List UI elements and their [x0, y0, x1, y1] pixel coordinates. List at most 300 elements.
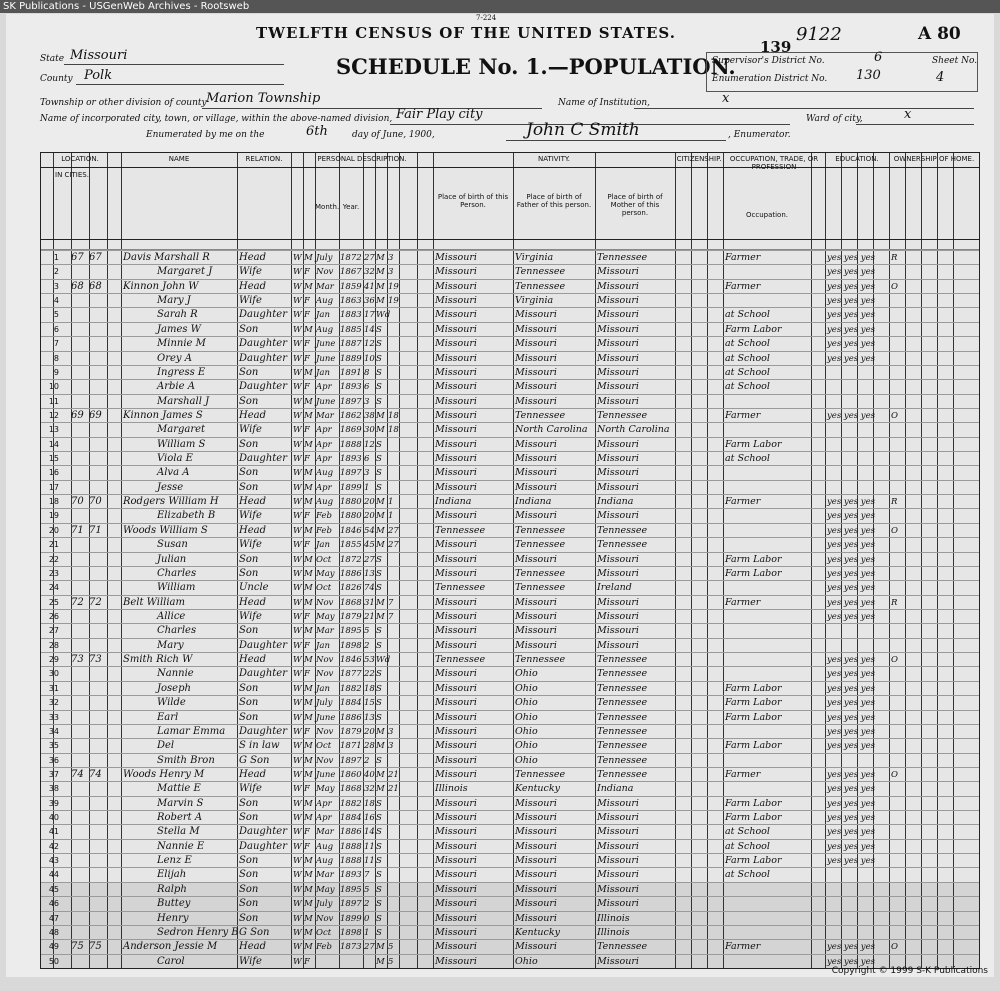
age: 36 [364, 296, 375, 307]
table-row [41, 810, 979, 825]
marital: S [376, 856, 382, 867]
birth-year: 1868 [340, 784, 362, 795]
relation: S in law [239, 740, 280, 752]
row-number: 14 [48, 439, 59, 449]
occupation: at School [725, 338, 770, 350]
birth-mother: Missouri [597, 438, 639, 450]
person-name: Belt William [123, 596, 186, 608]
birth-month: Feb [316, 511, 332, 522]
birth-mother: Missouri [597, 453, 639, 465]
color: W [293, 626, 302, 637]
person-name: Nannie E [157, 840, 205, 852]
col-education: EDUCATION. [835, 155, 879, 163]
table-row [41, 494, 979, 509]
birth-mother: Tennessee [597, 252, 648, 263]
relation: Daughter [239, 453, 287, 465]
age: 20 [364, 511, 375, 522]
relation: Son [239, 553, 259, 565]
birth-mother: Missouri [597, 898, 639, 910]
birth-person: Missouri [435, 855, 477, 867]
person-name: Minnie M [157, 338, 206, 350]
birth-year: 1888 [340, 856, 362, 867]
table-row [41, 824, 979, 839]
birth-father: Virginia [515, 295, 554, 307]
birth-mother: Missouri [597, 352, 639, 364]
schedule-title: SCHEDULE No. 1.—POPULATION. [336, 54, 736, 79]
sex: M [304, 554, 313, 565]
enumerator-label: , Enumerator. [728, 130, 791, 140]
birth-person: Missouri [435, 481, 477, 493]
birth-mother: Missouri [597, 338, 639, 350]
county-label: County [40, 74, 73, 84]
relation: Head [239, 941, 267, 953]
row-number: 23 [48, 568, 59, 578]
row-number: 35 [48, 741, 59, 751]
relation: Head [239, 524, 267, 536]
marital: M [376, 540, 385, 551]
dwelling-number: 72 [71, 596, 84, 608]
day-label: day of June, 1900, [352, 130, 435, 140]
birth-person: Missouri [435, 366, 477, 378]
table-row [41, 394, 979, 409]
birth-person: Missouri [435, 682, 477, 694]
marital: S [376, 554, 382, 565]
sex: F [304, 784, 310, 795]
years-married: 21 [388, 784, 399, 795]
age: 13 [364, 568, 375, 579]
birth-mother: Missouri [597, 855, 639, 867]
education: yes yes yes [827, 568, 875, 579]
education: yes yes yes [827, 511, 875, 522]
state-value: Missouri [70, 48, 128, 63]
birth-year: 1897 [340, 468, 362, 479]
birth-mother: Missouri [597, 611, 639, 622]
occupation: Farm Labor [725, 797, 782, 809]
person-name: Jesse [157, 481, 184, 493]
marital: Wd [376, 310, 391, 321]
county-value: Polk [84, 68, 113, 83]
birth-month: June [316, 396, 336, 407]
birth-year: 1893 [340, 454, 362, 465]
birth-year: 1869 [340, 425, 362, 436]
marital: M [376, 497, 385, 508]
family-number: 74 [89, 768, 102, 780]
col-occupation-sub: Occupation. [745, 211, 788, 219]
row-number: 20 [48, 525, 59, 535]
city-value: Fair Play city [396, 107, 483, 122]
color: W [293, 281, 302, 292]
birth-month: June [316, 339, 336, 350]
row-number: 9 [53, 367, 59, 377]
col-name: NAME [168, 155, 190, 163]
birth-month: Apr [316, 798, 332, 809]
birth-year: 1895 [340, 626, 362, 637]
marital: S [376, 353, 382, 364]
corner-stamp: A 80 [918, 24, 961, 44]
person-name: Julian [157, 553, 187, 565]
birth-mother: Missouri [597, 280, 639, 292]
col-citizenship: CITIZENSHIP. [676, 155, 722, 163]
row-number: 29 [48, 655, 59, 665]
occupation: at School [725, 453, 770, 465]
dwelling-number: 67 [71, 252, 84, 263]
table-row [41, 451, 979, 466]
table-row [41, 437, 979, 452]
table-row [41, 408, 979, 423]
education: yes yes yes [827, 655, 875, 666]
birth-year: 1863 [340, 296, 362, 307]
family-number: 75 [89, 941, 102, 953]
sex: M [304, 324, 313, 335]
age: 17 [364, 310, 375, 321]
person-name: Mattie E [157, 783, 201, 795]
color: W [293, 884, 302, 895]
dwelling-number: 74 [71, 768, 84, 780]
birth-person: Illinois [435, 783, 468, 795]
color: W [293, 568, 302, 579]
person-name: Alva A [157, 467, 190, 479]
color: W [293, 310, 302, 321]
person-name: Charles [157, 567, 197, 579]
birth-month: Jan [316, 367, 330, 378]
row-number: 5 [53, 310, 59, 320]
birth-mother: Missouri [597, 840, 639, 852]
birth-person: Missouri [435, 740, 477, 752]
birth-month: June [316, 353, 336, 364]
institution-label: Name of Institution, [558, 98, 651, 108]
col-personal: PERSONAL DESCRIPTION. [317, 155, 407, 163]
person-name: Smith Bron [157, 754, 215, 766]
table-row [41, 595, 979, 610]
sex: F [304, 454, 310, 465]
birth-month: June [316, 712, 336, 723]
birth-mother: Missouri [597, 266, 639, 278]
color: W [293, 554, 302, 565]
marital: S [376, 712, 382, 723]
birth-year: 1886 [340, 568, 362, 579]
years-married: 5 [388, 956, 394, 967]
sex: M [304, 798, 313, 809]
color: W [293, 353, 302, 364]
person-name: Woods Henry M [123, 768, 205, 780]
years-married: 1 [388, 511, 394, 522]
birth-year: 1884 [340, 698, 362, 709]
age: 45 [364, 540, 375, 551]
person-name: Mary [157, 639, 184, 651]
day-value: 6th [306, 124, 328, 139]
birth-mother: Tennessee [597, 941, 648, 953]
sex: M [304, 525, 313, 536]
birth-year: 1899 [340, 482, 362, 493]
birth-father: Tennessee [515, 409, 566, 421]
occupation: at School [725, 366, 770, 378]
birth-month: Oct [316, 927, 332, 938]
relation: Daughter [239, 840, 287, 852]
birth-person: Missouri [435, 266, 477, 278]
education: yes yes yes [827, 324, 875, 335]
marital: S [376, 324, 382, 335]
person-name: Smith Rich W [123, 654, 193, 666]
education: yes yes yes [827, 310, 875, 321]
color: W [293, 439, 302, 450]
dwelling-number: 73 [71, 654, 84, 666]
age: 41 [364, 281, 375, 292]
marital: M [376, 410, 385, 421]
birth-month: Oct [316, 554, 332, 565]
birth-father: Missouri [515, 855, 557, 867]
person-name: Mary J [157, 295, 191, 307]
education: yes yes yes [827, 669, 875, 680]
marital: Wd [376, 655, 391, 666]
row-number: 1 [53, 253, 59, 262]
row-number: 19 [48, 511, 59, 521]
years-married: 3 [388, 267, 394, 278]
color: W [293, 755, 302, 766]
sex: F [304, 339, 310, 350]
education: yes yes yes [827, 339, 875, 350]
row-number: 10 [48, 382, 59, 392]
dwelling-number: 70 [71, 496, 84, 508]
color: W [293, 827, 302, 838]
table-row [41, 580, 979, 595]
color: W [293, 583, 302, 594]
birth-father: Virginia [515, 252, 554, 263]
color: W [293, 382, 302, 393]
marital: S [376, 454, 382, 465]
age: 18 [364, 798, 375, 809]
birth-father: Ohio [515, 754, 538, 766]
birth-year: 1898 [340, 927, 362, 938]
years-married: 3 [388, 741, 394, 752]
person-name: Wilde [157, 697, 186, 709]
birth-mother: North Carolina [597, 424, 670, 436]
ownership: O [891, 281, 898, 292]
birth-mother: Missouri [597, 467, 639, 479]
color: W [293, 913, 302, 924]
birth-year: 1872 [340, 554, 362, 565]
table-row [41, 753, 979, 768]
age: 8 [364, 367, 370, 378]
marital: S [376, 913, 382, 924]
ward-value: x [904, 107, 912, 122]
sex: M [304, 655, 313, 666]
marital: S [376, 482, 382, 493]
birth-year: 1885 [340, 324, 362, 335]
person-name: Kinnon James S [123, 409, 203, 421]
birth-year: 1893 [340, 382, 362, 393]
row-number: 3 [53, 281, 59, 291]
birth-father: Missouri [515, 625, 557, 637]
person-name: Sedron Henry B [157, 926, 239, 938]
birth-person: Missouri [435, 467, 477, 479]
years-married: 27 [388, 540, 399, 551]
relation: G Son [239, 926, 270, 938]
birth-month: July [316, 899, 333, 910]
marital: S [376, 669, 382, 680]
person-name: Woods William S [123, 524, 208, 536]
education: yes yes yes [827, 726, 875, 737]
birth-year: 1873 [340, 942, 362, 953]
relation: Wife [239, 783, 262, 795]
relation: Head [239, 280, 267, 292]
education: yes yes yes [827, 353, 875, 364]
years-married: 18 [388, 410, 399, 421]
color: W [293, 942, 302, 953]
birth-mother: Tennessee [597, 682, 648, 694]
years-married: 3 [388, 253, 394, 263]
education: yes yes yes [827, 769, 875, 780]
sex: F [304, 310, 310, 321]
birth-mother: Missouri [597, 323, 639, 335]
row-number: 22 [48, 554, 59, 564]
age: 12 [364, 339, 375, 350]
years-married: 19 [388, 281, 399, 292]
marital: S [376, 698, 382, 709]
age: 5 [364, 626, 370, 637]
relation: Daughter [239, 338, 287, 350]
birth-mother: Tennessee [597, 697, 648, 709]
birth-person: Missouri [435, 869, 477, 881]
row-number: 4 [53, 296, 59, 306]
occupation: Farmer [725, 496, 761, 508]
person-name: Stella M [157, 826, 200, 838]
relation: Son [239, 467, 259, 479]
education: yes yes yes [827, 956, 875, 967]
row-number: 13 [48, 425, 59, 435]
copyright: Copyright © 1999 S-K Publications [831, 966, 988, 976]
marital: S [376, 798, 382, 809]
birth-person: Missouri [435, 768, 477, 780]
col-ownership: OWNERSHIP OF HOME. [893, 155, 975, 163]
table-row [41, 336, 979, 351]
col-month: Month. [315, 203, 340, 211]
marital: S [376, 583, 382, 594]
person-name: Joseph [157, 682, 191, 694]
col-location: LOCATION. [61, 155, 99, 163]
birth-month: Oct [316, 583, 332, 594]
birth-month: Apr [316, 482, 332, 493]
years-married: 18 [388, 425, 399, 436]
birth-person: Missouri [435, 725, 477, 737]
birth-father: Missouri [515, 510, 557, 522]
family-number: 69 [89, 409, 102, 421]
sex: M [304, 253, 313, 263]
birth-person: Missouri [435, 295, 477, 307]
color: W [293, 726, 302, 737]
age: 14 [364, 827, 375, 838]
birth-mother: Illinois [597, 926, 630, 938]
marital: M [376, 741, 385, 752]
birth-person: Missouri [435, 453, 477, 465]
population-table [40, 152, 980, 969]
sex: M [304, 482, 313, 493]
enumeration-label: Enumeration District No. [712, 74, 828, 84]
birth-father: Missouri [515, 323, 557, 335]
birth-year: 1886 [340, 712, 362, 723]
relation: Head [239, 768, 267, 780]
birth-month: Apr [316, 382, 332, 393]
birth-father: Missouri [515, 826, 557, 838]
birth-year: 1899 [340, 913, 362, 924]
sex: F [304, 267, 310, 278]
color: W [293, 956, 302, 967]
city-label: Name of incorporated city, town, or village, within the above-named division, [40, 114, 393, 124]
color: W [293, 683, 302, 694]
birth-person: Missouri [435, 252, 477, 263]
table-row [41, 925, 979, 940]
birth-year: 1879 [340, 726, 362, 737]
person-name: Marvin S [157, 797, 204, 809]
birth-mother: Tennessee [597, 725, 648, 737]
color: W [293, 769, 302, 780]
sex: M [304, 712, 313, 723]
col-nativity: NATIVITY. [537, 155, 571, 163]
sex: F [304, 540, 310, 551]
relation: Son [239, 395, 259, 407]
birth-person: Missouri [435, 697, 477, 709]
occupation: Farm Labor [725, 855, 782, 867]
birth-father: Kentucky [515, 926, 560, 938]
sex: F [304, 669, 310, 680]
birth-mother: Missouri [597, 797, 639, 809]
birth-person: Missouri [435, 955, 477, 967]
birth-person: Tennessee [435, 654, 486, 666]
birth-person: Missouri [435, 381, 477, 393]
institution-value: x [722, 91, 730, 106]
age: 12 [364, 439, 375, 450]
row-number: 18 [48, 497, 59, 507]
census-page [6, 14, 994, 977]
relation: Head [239, 654, 267, 666]
age: 28 [364, 741, 375, 752]
table-row [41, 939, 979, 954]
col-birth-father: Place of birth of Father of this person. [516, 193, 592, 209]
birth-year: 1872 [340, 253, 362, 263]
sex: M [304, 396, 313, 407]
family-number: 70 [89, 496, 102, 508]
age: 31 [364, 597, 375, 608]
years-married: 1 [388, 497, 394, 508]
birth-mother: Missouri [597, 955, 639, 967]
education: yes yes yes [827, 827, 875, 838]
marital: M [376, 525, 385, 536]
birth-mother: Tennessee [597, 754, 648, 766]
row-number: 27 [48, 626, 59, 636]
birth-father: Missouri [515, 366, 557, 378]
relation: Son [239, 323, 259, 335]
row-number: 6 [53, 324, 59, 334]
marital: M [376, 612, 385, 622]
relation: Wife [239, 424, 262, 436]
relation: Son [239, 697, 259, 709]
birth-person: Missouri [435, 553, 477, 565]
sex: F [304, 382, 310, 393]
age: 22 [364, 669, 375, 680]
age: 6 [364, 382, 370, 393]
education: yes yes yes [827, 554, 875, 565]
age: 27 [364, 253, 375, 263]
birth-mother: Missouri [597, 826, 639, 838]
age: 2 [364, 755, 370, 766]
color: W [293, 482, 302, 493]
birth-year: 1871 [340, 741, 362, 752]
census-title: TWELFTH CENSUS OF THE UNITED STATES. [256, 24, 676, 42]
birth-father: Missouri [515, 309, 557, 321]
birth-year: 1886 [340, 827, 362, 838]
birth-father: Missouri [515, 611, 557, 622]
relation: Head [239, 409, 267, 421]
table-row [41, 623, 979, 638]
